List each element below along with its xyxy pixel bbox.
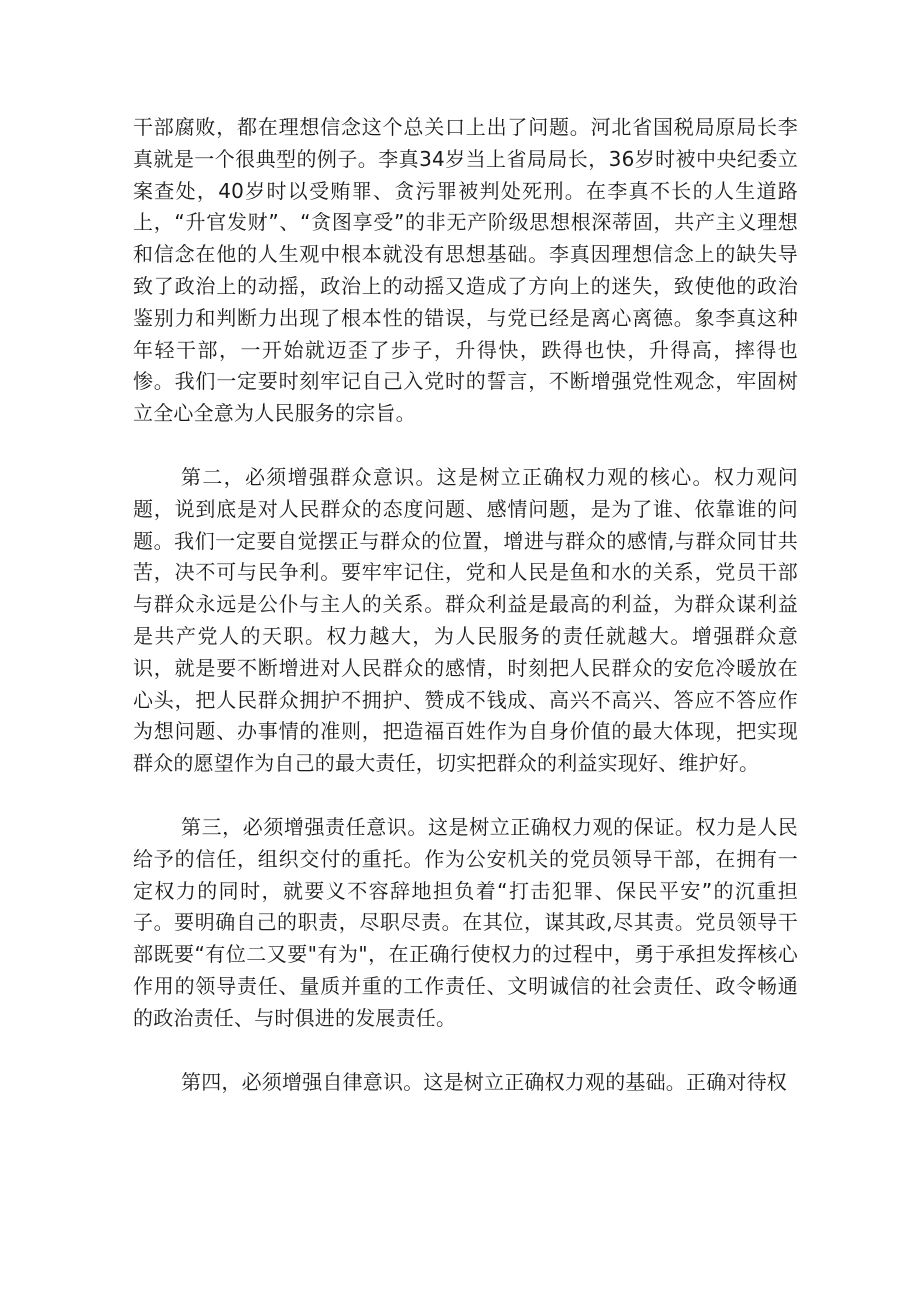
paragraph-fourth-self-discipline: 第四，必须增强自律意识。这是树立正确权力观的基础。正确对待权 bbox=[181, 1069, 787, 1094]
document-body bbox=[133, 112, 798, 1130]
paragraph-third-responsibility: 第三，必须增强责任意识。这是树立正确权力观的保证。权力是人民给予的信任，组织交付的重托。作为公安机关的党员领导干部，在拥有一定权力的同时，就要义不容辞地担负着“打击犯罪、保民平安”的沉重担子。要明确自己的职责，尽职尽责。在其位，谋其政,尽其责。党员领导干部既要“有位二又要"有为"，在正确行使权力的过程中，勇于承担发挥核心作用的领导责任、量质并重的工作责任、文明诚信的社会责任、政令畅通的政治责任、与时俱进的发展责任。 bbox=[133, 814, 798, 1030]
paragraph-second-mass-awareness: 第二，必须增强群众意识。这是树立正确权力观的核心。权力观问题，说到底是对人民群众的态度问题、感情问题，是为了谁、依靠谁的问题。我们一定要自觉摆正与群众的位置，增进与群众的感情,与群众同甘共苦，决不可与民争利。要牢牢记住，党和人民是鱼和水的关系，党员干部与群众永远是公仆与主人的关系。群众利益是最高的利益，为群众谋利益是共产党人的天职。权力越大，为人民服务的责任就越大。增强群众意识，就是要不断增进对人民群众的感情，时刻把人民群众的安危冷暖放在心头，把人民群众拥护不拥护、赞成不钱成、高兴不高兴、答应不答应作为想问题、办事情的准则，把造福百姓作为自身价值的最大体现，把实现群众的愿望作为自己的最大责任，切实把群众的利益实现好、维护好。 bbox=[133, 464, 798, 776]
paragraph-continued: 干部腐败，都在理想信念这个总关口上出了问题。河北省国税局原局长李真就是一个很典型的例子。李真34岁当上省局局长，36岁时被中央纪委立案查处，40岁时以受贿罪、贪污罪被判处死刑。在李真不长的人生道路上，“升官发财”、“贪图享受”的非无产阶级思想根深蒂固，共产主义理想和信念在他的人生观中根本就没有思想基础。李真因理想信念上的缺失导致了政治上的动摇，政治上的动摇又造成了方向上的迷失，致使他的政治鉴别力和判断力出现了根本性的错误，与党已经是离心离德。象李真这种年轻干部，一开始就迈歪了步子，升得快，跌得也快，升得高，摔得也惨。我们一定要时刻牢记自己入党时的誓言，不断增强党性观念，牢固树立全心全意为人民服务的宗旨。 bbox=[133, 115, 798, 426]
